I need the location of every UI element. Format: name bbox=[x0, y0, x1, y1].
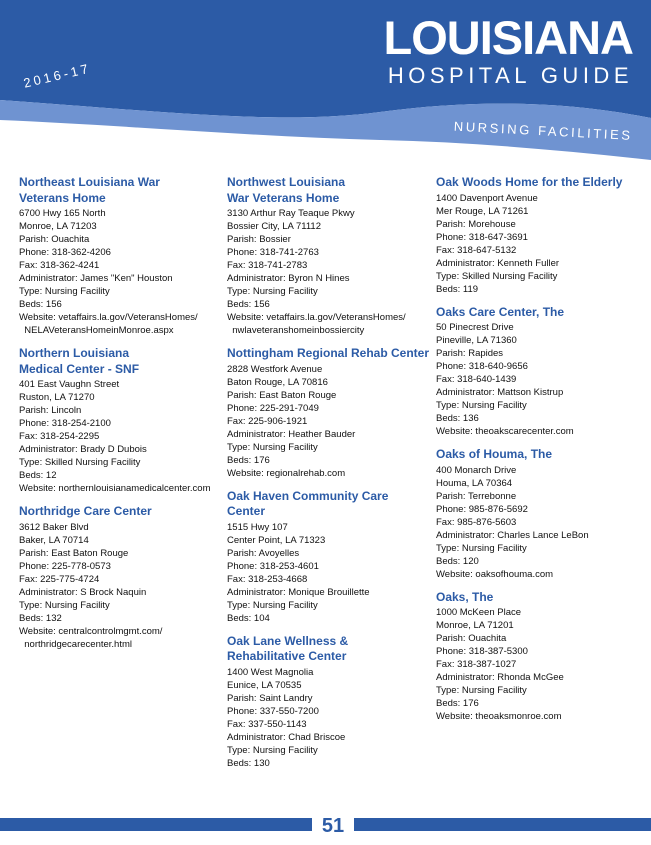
facility-detail: Phone: 225-291-7049 bbox=[227, 402, 319, 414]
facility-detail: Type: Nursing Facility bbox=[227, 599, 318, 611]
facility-detail: Parish: Lincoln bbox=[19, 405, 82, 416]
facility-detail: Type: Nursing Facility bbox=[436, 400, 527, 411]
facility-detail: northridgecarecenter.html bbox=[19, 638, 133, 650]
facility-detail: Phone: 318-254-2100 bbox=[19, 418, 111, 429]
facility-entry bbox=[227, 634, 429, 770]
facility-detail: Parish: Ouachita bbox=[19, 234, 90, 245]
facility-entry bbox=[227, 175, 429, 337]
facility-detail: 3130 Arthur Ray Teaque Pkwy bbox=[227, 208, 355, 219]
listing-column-1 bbox=[19, 175, 221, 660]
guide-year: 2016-17 bbox=[22, 60, 93, 91]
facility-name-line: Rehabilitative Center bbox=[227, 649, 347, 663]
facility-detail: Type: Nursing Facility bbox=[227, 744, 318, 756]
facility-detail: Phone: 225-778-0573 bbox=[19, 560, 111, 572]
footer-bar-left bbox=[0, 818, 312, 831]
facility-detail: nwlaveteranshomeinbossiercity bbox=[227, 325, 365, 336]
facility-detail: Eunice, LA 70535 bbox=[227, 679, 302, 691]
facility-detail: Fax: 225-775-4724 bbox=[19, 573, 100, 585]
facility-name bbox=[436, 447, 641, 463]
facility-detail: Website: vetaffairs.la.gov/VeteransHomes/ bbox=[227, 312, 406, 323]
facility-detail: Beds: 120 bbox=[436, 555, 479, 567]
facility-detail: Fax: 985-876-5603 bbox=[436, 516, 517, 528]
facility-detail: Administrator: Monique Brouillette bbox=[227, 586, 370, 598]
facility-name bbox=[436, 175, 641, 191]
facility-entry bbox=[227, 489, 429, 625]
facility-detail: Parish: Avoyelles bbox=[227, 547, 300, 559]
listing-column-2 bbox=[227, 175, 429, 779]
facility-name bbox=[19, 504, 221, 520]
facility-detail: Website: theoakscarecenter.com bbox=[436, 426, 574, 437]
facility-detail: Beds: 136 bbox=[436, 413, 479, 424]
facility-detail: Fax: 318-741-2783 bbox=[227, 260, 308, 271]
facility-name bbox=[436, 590, 641, 606]
facility-detail: Beds: 176 bbox=[227, 454, 270, 466]
facility-detail: Parish: East Baton Rouge bbox=[227, 389, 337, 401]
facility-name bbox=[19, 346, 221, 377]
facility-entry bbox=[19, 175, 221, 337]
facility-detail: Pineville, LA 71360 bbox=[436, 335, 517, 346]
facility-detail: Administrator: Charles Lance LeBon bbox=[436, 529, 589, 541]
facility-entry bbox=[19, 504, 221, 651]
facility-detail: Phone: 318-362-4206 bbox=[19, 247, 111, 258]
footer-bar-right bbox=[354, 818, 651, 831]
facility-name-line: Northeast Louisiana War bbox=[19, 175, 160, 189]
facility-name-line: Oaks, The bbox=[436, 589, 494, 604]
facility-detail: NELAVeteransHomeinMonroe.aspx bbox=[19, 325, 174, 336]
facility-entry bbox=[436, 175, 641, 296]
facility-detail: Fax: 318-362-4241 bbox=[19, 260, 100, 271]
facility-entry bbox=[436, 447, 641, 581]
facility-detail: Fax: 225-906-1921 bbox=[227, 415, 308, 427]
facility-detail: Fax: 318-254-2295 bbox=[19, 431, 100, 442]
facility-detail: Beds: 176 bbox=[436, 698, 479, 709]
facility-name-line: Northwest Louisiana bbox=[227, 175, 346, 189]
facility-detail: Parish: Terrebonne bbox=[436, 490, 517, 502]
facility-detail: Administrator: James "Ken" Houston bbox=[19, 273, 173, 284]
facility-detail: Beds: 132 bbox=[19, 612, 62, 624]
facility-entry bbox=[19, 346, 221, 495]
facility-detail: Parish: Ouachita bbox=[436, 633, 507, 644]
facility-detail: Beds: 156 bbox=[227, 299, 270, 310]
facility-detail: Parish: Morehouse bbox=[436, 218, 516, 230]
facility-detail: 1400 Davenport Avenue bbox=[436, 192, 538, 204]
facility-detail: Monroe, LA 71201 bbox=[436, 620, 514, 631]
facility-detail: 1400 West Magnolia bbox=[227, 666, 314, 678]
facility-name-line: Oak Haven Community Care Center bbox=[227, 488, 389, 518]
facility-detail: Parish: Saint Landry bbox=[227, 692, 313, 704]
facility-name-line: Oaks Care Center, The bbox=[436, 304, 565, 319]
facility-name bbox=[227, 346, 429, 362]
facility-detail: Type: Nursing Facility bbox=[227, 441, 318, 453]
facility-name bbox=[227, 489, 429, 520]
facility-name bbox=[436, 305, 641, 321]
facility-detail: Center Point, LA 71323 bbox=[227, 534, 326, 546]
facility-detail: Phone: 318-253-4601 bbox=[227, 560, 319, 572]
facility-detail: Website: centralcontrolmgmt.com/ bbox=[19, 625, 163, 637]
facility-name bbox=[227, 634, 429, 665]
facility-detail: Fax: 337-550-1143 bbox=[227, 718, 307, 730]
facility-detail: 50 Pinecrest Drive bbox=[436, 322, 514, 333]
facility-detail: Parish: East Baton Rouge bbox=[19, 547, 129, 559]
facility-detail: Fax: 318-640-1439 bbox=[436, 374, 517, 385]
page-header bbox=[0, 0, 651, 165]
facility-detail: Type: Nursing Facility bbox=[436, 542, 527, 554]
facility-name-line: Oaks of Houma, The bbox=[436, 447, 553, 461]
facility-detail: Monroe, LA 71203 bbox=[19, 221, 97, 232]
facility-detail: Beds: 156 bbox=[19, 299, 62, 310]
facility-detail: Administrator: Heather Bauder bbox=[227, 428, 356, 440]
facility-detail: Phone: 318-647-3691 bbox=[436, 231, 528, 243]
facility-detail: Houma, LA 70364 bbox=[436, 477, 513, 489]
listing-column-3 bbox=[436, 175, 641, 732]
facility-detail: Type: Nursing Facility bbox=[19, 599, 110, 611]
guide-title: LOUISIANA bbox=[383, 11, 633, 64]
facility-name-line: Oak Lane Wellness & bbox=[227, 633, 349, 648]
facility-detail: Type: Nursing Facility bbox=[227, 286, 318, 297]
facility-detail: Fax: 318-647-5132 bbox=[436, 244, 517, 256]
facility-detail: 6700 Hwy 165 North bbox=[19, 208, 106, 219]
facility-detail: Administrator: S Brock Naquin bbox=[19, 586, 147, 598]
facility-detail: Mer Rouge, LA 71261 bbox=[436, 205, 529, 217]
guide-subtitle: HOSPITAL GUIDE bbox=[387, 63, 633, 88]
facility-detail: Beds: 12 bbox=[19, 470, 57, 481]
facility-detail: 401 East Vaughn Street bbox=[19, 379, 120, 390]
page-number: 51 bbox=[312, 811, 354, 845]
facility-name-line: Oak Woods Home for the Elderly bbox=[436, 175, 623, 189]
facility-detail: Administrator: Brady D Dubois bbox=[19, 444, 147, 455]
facility-detail: Fax: 318-253-4668 bbox=[227, 573, 308, 585]
facility-detail: Type: Skilled Nursing Facility bbox=[19, 457, 141, 468]
facility-entry bbox=[227, 346, 429, 480]
facility-detail: 1000 McKeen Place bbox=[436, 607, 522, 618]
facility-detail: Website: oaksofhouma.com bbox=[436, 568, 554, 580]
facility-detail: Administrator: Mattson Kistrup bbox=[436, 387, 564, 398]
facility-detail: Website: vetaffairs.la.gov/VeteransHomes/ bbox=[19, 312, 198, 323]
facility-detail: Parish: Rapides bbox=[436, 348, 504, 359]
facility-detail: Baton Rouge, LA 70816 bbox=[227, 376, 328, 388]
facility-name-line: Medical Center - SNF bbox=[19, 361, 140, 376]
facility-detail: Administrator: Rhonda McGee bbox=[436, 672, 564, 683]
facility-detail: Beds: 130 bbox=[227, 757, 270, 769]
facility-detail: Website: theoaksmonroe.com bbox=[436, 711, 562, 722]
facility-detail: Phone: 318-387-5300 bbox=[436, 646, 528, 657]
facility-detail: Administrator: Byron N Hines bbox=[227, 273, 350, 284]
facility-detail: Website: regionalrehab.com bbox=[227, 467, 346, 479]
facility-detail: 2828 Westfork Avenue bbox=[227, 363, 323, 375]
facility-detail: Phone: 337-550-7200 bbox=[227, 705, 319, 717]
facility-detail: Administrator: Kenneth Fuller bbox=[436, 257, 560, 269]
facility-name-line: Nottingham Regional Rehab Center bbox=[227, 346, 430, 360]
facility-entry bbox=[436, 305, 641, 439]
section-title: NURSING FACILITIES bbox=[453, 118, 633, 143]
facility-detail: 400 Monarch Drive bbox=[436, 464, 517, 476]
facility-detail: Type: Skilled Nursing Facility bbox=[436, 270, 558, 282]
facility-detail: Bossier City, LA 71112 bbox=[227, 221, 321, 232]
facility-detail: Ruston, LA 71270 bbox=[19, 392, 95, 403]
facility-detail: 3612 Baker Blvd bbox=[19, 521, 89, 533]
facility-detail: Parish: Bossier bbox=[227, 234, 291, 245]
facility-name-line: Northridge Care Center bbox=[19, 504, 152, 518]
facility-name-line: War Veterans Home bbox=[227, 190, 340, 205]
facility-name bbox=[227, 175, 429, 206]
facility-name-line: Veterans Home bbox=[19, 190, 106, 205]
facility-detail: Type: Nursing Facility bbox=[436, 685, 527, 696]
facility-detail: Phone: 318-741-2763 bbox=[227, 247, 319, 258]
facility-detail: Baker, LA 70714 bbox=[19, 534, 89, 546]
facility-detail: Beds: 104 bbox=[227, 612, 270, 624]
facility-entry bbox=[436, 590, 641, 724]
facility-detail: Phone: 318-640-9656 bbox=[436, 361, 528, 372]
facility-name-line: Northern Louisiana bbox=[19, 346, 130, 360]
facility-detail: Administrator: Chad Briscoe bbox=[227, 731, 346, 743]
facility-detail: Phone: 985-876-5692 bbox=[436, 503, 528, 515]
facility-detail: Fax: 318-387-1027 bbox=[436, 659, 517, 670]
facility-detail: 1515 Hwy 107 bbox=[227, 521, 288, 533]
facility-detail: Website: northernlouisianamedicalcenter.com bbox=[19, 483, 211, 494]
facility-name bbox=[19, 175, 221, 206]
facility-detail: Beds: 119 bbox=[436, 283, 479, 295]
facility-detail: Type: Nursing Facility bbox=[19, 286, 110, 297]
